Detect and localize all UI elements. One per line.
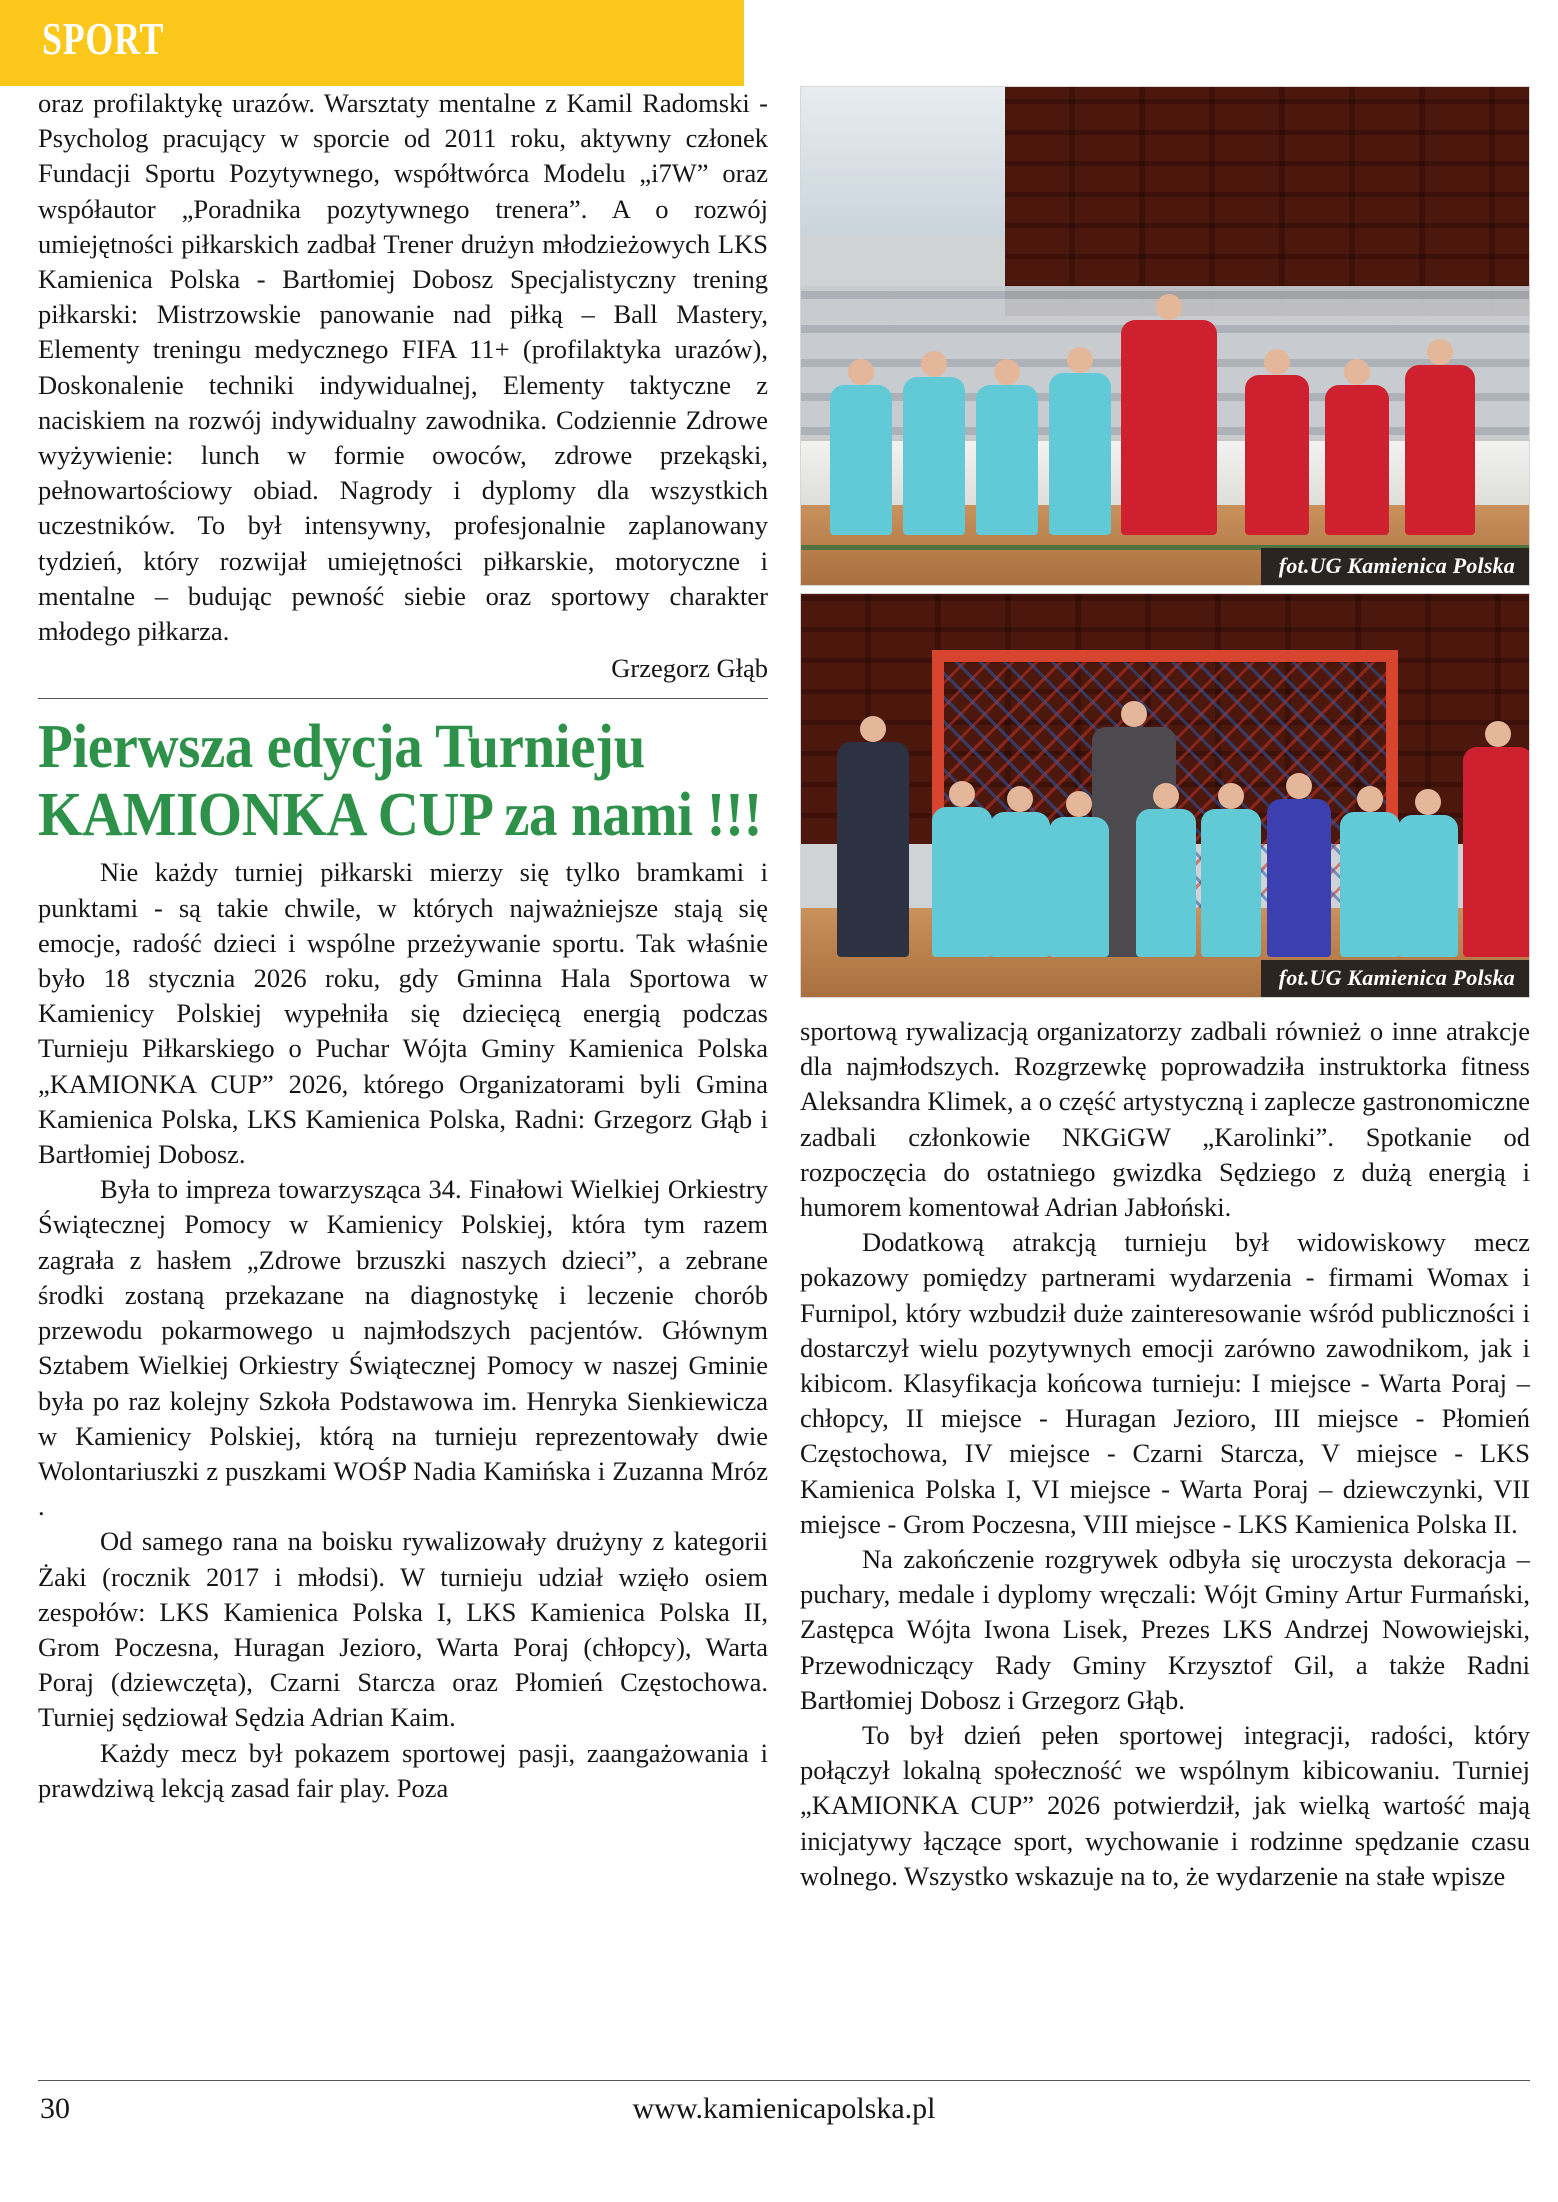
- photo-2-player-head: [1066, 791, 1092, 817]
- continued-article-signature: Grzegorz Głąb: [611, 653, 768, 684]
- photo-2-player-head: [1357, 786, 1383, 812]
- section-title: SPORT: [42, 13, 165, 64]
- page-footer: [38, 2080, 1530, 2150]
- article-headline: [38, 713, 768, 849]
- photo-2-adult-head: [1485, 721, 1511, 747]
- photo-1-player: [1245, 375, 1309, 535]
- photo-1-player: [1049, 373, 1111, 535]
- photo-1-scene: [801, 87, 1529, 585]
- section-header-banner: [0, 0, 744, 86]
- photo-2-goalkeeper: [1267, 799, 1331, 957]
- photo-2-player-head: [949, 781, 975, 807]
- photo-2-player: [1201, 809, 1261, 957]
- article-headline-line-1: Pierwsza edycja Turnieju: [38, 713, 645, 782]
- photo-1-player-head: [994, 359, 1020, 385]
- right-paragraph-1: sportową rywalizacją organizatorzy zadbali również o inne atrakcje dla najmłodszych. Rozgrzewkę poprowadziła instruktorka fitness Aleksandra Klimek, a o część artystyczną i zaplecze gastronomiczne zadbali członkowie NKGiGW „Karolinki”. Spotkanie od rozpoczęcia do ostatniego gwizdka Sędziego z dużą energią i humorem komentował Adrian Jabłoński.: [800, 1016, 1530, 1223]
- photo-1-coach: [1121, 320, 1217, 535]
- photo-1-wall-panel: [801, 87, 1019, 236]
- photo-2-player-head: [1153, 783, 1179, 809]
- photo-1-player: [903, 377, 965, 535]
- photo-1-brick-wall: [1005, 87, 1529, 316]
- photo-1-player-head: [1067, 347, 1093, 373]
- photo-2-player: [932, 807, 992, 957]
- photo-award-ceremony: [800, 593, 1530, 998]
- photo-2-scene: [801, 594, 1529, 997]
- photo-2-adult-head: [860, 716, 886, 742]
- right-paragraph-2: Dodatkową atrakcją turnieju był widowiskowy mecz pokazowy pomiędzy partnerami wydarzenia - firmami Womax i Furnipol, który wzbudził duże zainteresowanie wśród publiczności i dostarczył wielu pozytywnych emocji zarówno zawodnikom, jak i kibicom. Klasyfikacja końcowa turnieju: I miejsce - Warta Poraj – chłopcy, II miejsce - Huragan Jezioro, III miejsce - Płomień Częstochowa, IV miejsce - Czarni Starcza, V miejsce - LKS Kamienica Polska I, VI miejsce - Warta Poraj – dziewczynki, VII miejsce - Grom Poczesna, VIII miejsce - LKS Kamienica Polska II.: [800, 1227, 1530, 1539]
- right-paragraph-3: Na zakończenie rozgrywek odbyła się uroczysta dekoracja – puchary, medale i dyplomy wręczali: Wójt Gminy Artur Furmański, Zastępca Wójta Iwona Lisek, Prezes LKS Andrzej Nowowiejski, Przewodniczący Rady Gminy Krzysztof Gil, a także Radni Bartłomiej Dobosz i Grzegorz Głąb.: [800, 1544, 1530, 1715]
- left-paragraph-4: Każdy mecz był pokazem sportowej pasji, zaangażowania i prawdziwą lekcją zasad fair play. Poza: [38, 1737, 768, 1803]
- article-divider-rule: [38, 698, 768, 699]
- photo-2-player: [1398, 815, 1458, 957]
- photo-1-player: [1325, 385, 1389, 535]
- photo-2-credit-caption: fot.UG Kamienica Polska: [1261, 960, 1529, 997]
- photo-2-adult-left: [837, 742, 909, 957]
- left-paragraph-2: Była to impreza towarzysząca 34. Finałowi Wielkiej Orkiestry Świątecznej Pomocy w Kamienicy Polskiej, która tym razem zagrała z hasłem „Zdrowe brzuszki naszych dzieci”, a zebrane środki zostaną przekazane na diagnostykę i leczenie chorób przewodu pokarmowego u najmłodszych pacjentów. Głównym Sztabem Wielkiej Orkiestry Świątecznej Pomocy w naszej Gminie była po raz kolejny Szkoła Podstawowa im. Henryka Sienkiewicza w Kamienicy Polskiej, którą na turnieju reprezentowały dwie Wolontariuszki z puszkami WOŚP Nadia Kamińska i Zuzanna Mróz .: [38, 1174, 768, 1522]
- footer-website-url[interactable]: www.kamienicapolska.pl: [632, 2092, 936, 2125]
- left-paragraph-3: Od samego rana na boisku rywalizowały drużyny z kategorii Żaki (rocznik 2017 i młodsi). W turnieju udział wzięło osiem zespołów: LKS Kamienica Polska I, LKS Kamienica Polska II, Grom Poczesna, Huragan Jezioro, Warta Poraj (chłopcy), Warta Poraj (dziewczęta), Czarni Starcza oraz Płomień Częstochowa. Turniej sędziował Sędzia Adrian Kaim.: [38, 1526, 768, 1733]
- photo-2-player: [1136, 809, 1196, 957]
- photo-1-player: [976, 385, 1038, 535]
- photo-2-adult-right: [1463, 747, 1530, 957]
- photo-1-credit-caption: fot.UG Kamienica Polska: [1261, 548, 1529, 585]
- page-body: [0, 86, 1558, 2202]
- photo-2-player: [1340, 812, 1400, 957]
- photo-1-player: [830, 385, 892, 535]
- right-paragraph-4: To był dzień pełen sportowej integracji, radości, który połączył lokalną społeczność we wspólnym kibicowaniu. Turniej „KAMIONKA CUP” 2026 potwierdził, jak wielką wartość mają inicjatywy łączące sport, wychowanie i rodzinne spędzanie czasu wolnego. Wszystko wskazuje na to, że wydarzenie na stałe wpisze: [800, 1720, 1530, 1891]
- photo-2-player: [990, 812, 1050, 957]
- photo-team-on-bench: [800, 86, 1530, 586]
- photo-1-player: [1405, 365, 1475, 535]
- photo-2-player: [1049, 817, 1109, 957]
- article-headline-line-2: KAMIONKA CUP za nami !!!: [38, 781, 763, 850]
- photo-2-player-head: [1218, 783, 1244, 809]
- continued-article-paragraph: oraz profilaktykę urazów. Warsztaty mentalne z Kamil Radomski - Psycholog pracujący w sporcie od 2011 roku, aktywny członek Fundacji Sportu Pozytywnego, współtwórca Modelu „i7W” oraz współautor „Poradnika pozytywnego trenera”. A o rozwój umiejętności piłkarskich zadbał Trener drużyn młodzieżowych LKS Kamienica Polska - Bartłomiej Dobosz Specjalistyczny trening piłkarski: Mistrzowskie panowanie nad piłką – Ball Mastery, Elementy treningu medycznego FIFA 11+ (profilaktyka urazów), Doskonalenie techniki indywidualnej, Elementy taktyczne z naciskiem na rozwój indywidualny zawodnika. Codziennie Zdrowe wyżywienie: lunch w formie owoców, zdrowe przekąski, pełnowartościowy obiad. Nagrody i dyplomy dla wszystkich uczestników. To był intensywny, profesjonalnie zaplanowany tydzień, który rozwijał umiejętności piłkarskie, motoryczne i mentalne – budując pewność siebie oraz sportowy charakter młodego piłkarza.: [38, 88, 768, 647]
- photo-2-official-head: [1121, 701, 1147, 727]
- footer-divider-rule: [38, 2080, 1530, 2081]
- photo-2-goalkeeper-head: [1286, 773, 1312, 799]
- photo-2-player-head: [1007, 786, 1033, 812]
- left-column: [38, 86, 768, 1806]
- photo-1-player-head: [921, 351, 947, 377]
- page-number: 30: [40, 2092, 70, 2125]
- photo-2-player-head: [1415, 789, 1441, 815]
- right-column: [800, 86, 1530, 1894]
- left-paragraph-1: Nie każdy turniej piłkarski mierzy się tylko bramkami i punktami - są takie chwile, w których najważniejsze stają się emocje, radość dzieci i wspólne przeżywanie sportu. Tak właśnie było 18 stycznia 2026 roku, gdy Gminna Hala Sportowa w Kamienicy Polskiej wypełniła się dziecięcą energią podczas Turnieju Piłkarskiego o Puchar Wójta Gminy Kamienica Polska „KAMIONKA CUP” 2026, którego Organizatorami byli Gmina Kamienica Polska, LKS Kamienica Polska, Radni: Grzegorz Głąb i Bartłomiej Dobosz.: [38, 857, 768, 1170]
